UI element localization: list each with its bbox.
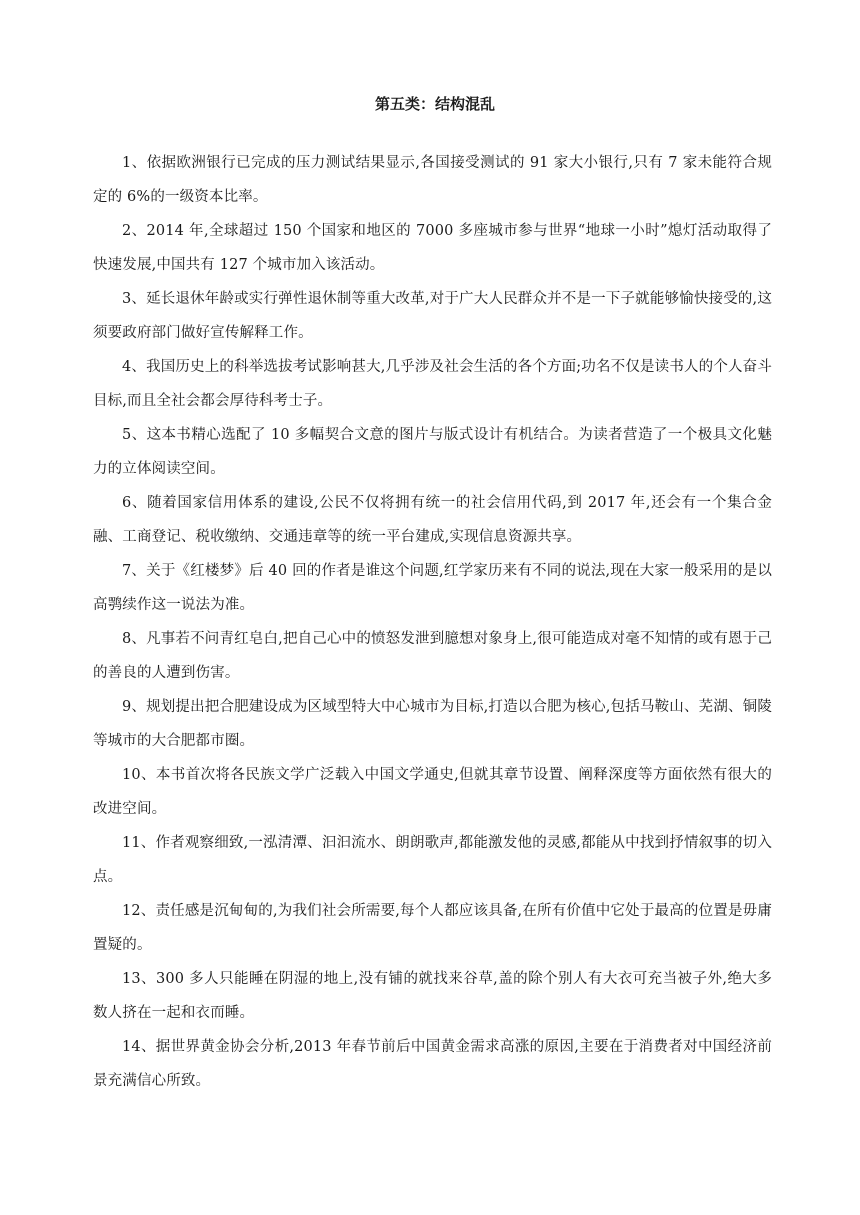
question-item-5: 5、这本书精心选配了 10 多幅契合文意的图片与版式设计有机结合。为读者营造了一个极具文化魅力的立体阅读空间。 <box>93 427 772 477</box>
document-title: 第五类：结构混乱 <box>374 95 495 113</box>
question-item-13: 13、300 多人只能睡在阴湿的地上,没有铺的就找来谷草,盖的除个别人有大衣可充当被子外,绝大多数人挤在一起和衣而睡。 <box>93 971 772 1021</box>
question-item-12: 12、责任感是沉甸甸的,为我们社会所需要,每个人都应该具备,在所有价值中它处于最高的位置是毋庸置疑的。 <box>93 903 772 953</box>
question-item-2: 2、2014 年,全球超过 150 个国家和地区的 7000 多座城市参与世界“地球一小时”熄灯活动取得了快速发展,中国共有 127 个城市加入该活动。 <box>93 223 772 273</box>
question-item-8: 8、凡事若不问青红皂白,把自己心中的愤怒发泄到臆想对象身上,很可能造成对毫不知情的或有恩于己的善良的人遭到伤害。 <box>93 631 772 681</box>
question-item-14: 14、据世界黄金协会分析,2013 年春节前后中国黄金需求高涨的原因,主要在于消费者对中国经济前景充满信心所致。 <box>93 1039 772 1089</box>
question-item-4: 4、我国历史上的科举选拔考试影响甚大,几乎涉及社会生活的各个方面;功名不仅是读书人的个人奋斗目标,而且全社会都会厚待科考士子。 <box>93 359 772 409</box>
question-item-9: 9、规划提出把合肥建设成为区域型特大中心城市为目标,打造以合肥为核心,包括马鞍山、芜湖、铜陵等城市的大合肥都市圈。 <box>93 699 772 749</box>
question-item-6: 6、随着国家信用体系的建设,公民不仅将拥有统一的社会信用代码,到 2017 年,还会有一个集合金融、工商登记、税收缴纳、交通违章等的统一平台建成,实现信息资源共享。 <box>93 495 772 545</box>
question-item-1: 1、依据欧洲银行已完成的压力测试结果显示,各国接受测试的 91 家大小银行,只有 7 家未能符合规定的 6%的一级资本比率。 <box>93 155 772 205</box>
question-item-10: 10、本书首次将各民族文学广泛载入中国文学通史,但就其章节设置、阐释深度等方面依然有很大的改进空间。 <box>93 767 772 817</box>
question-item-3: 3、延长退休年龄或实行弹性退休制等重大改革,对于广大人民群众并不是一下子就能够愉快接受的,这须要政府部门做好宣传解释工作。 <box>93 291 772 341</box>
question-item-11: 11、作者观察细致,一泓清潭、汩汩流水、朗朗歌声,都能激发他的灵感,都能从中找到抒情叙事的切入点。 <box>93 835 772 885</box>
question-item-7: 7、关于《红楼梦》后 40 回的作者是谁这个问题,红学家历来有不同的说法,现在大家一般采用的是以高鹗续作这一说法为准。 <box>93 563 772 613</box>
